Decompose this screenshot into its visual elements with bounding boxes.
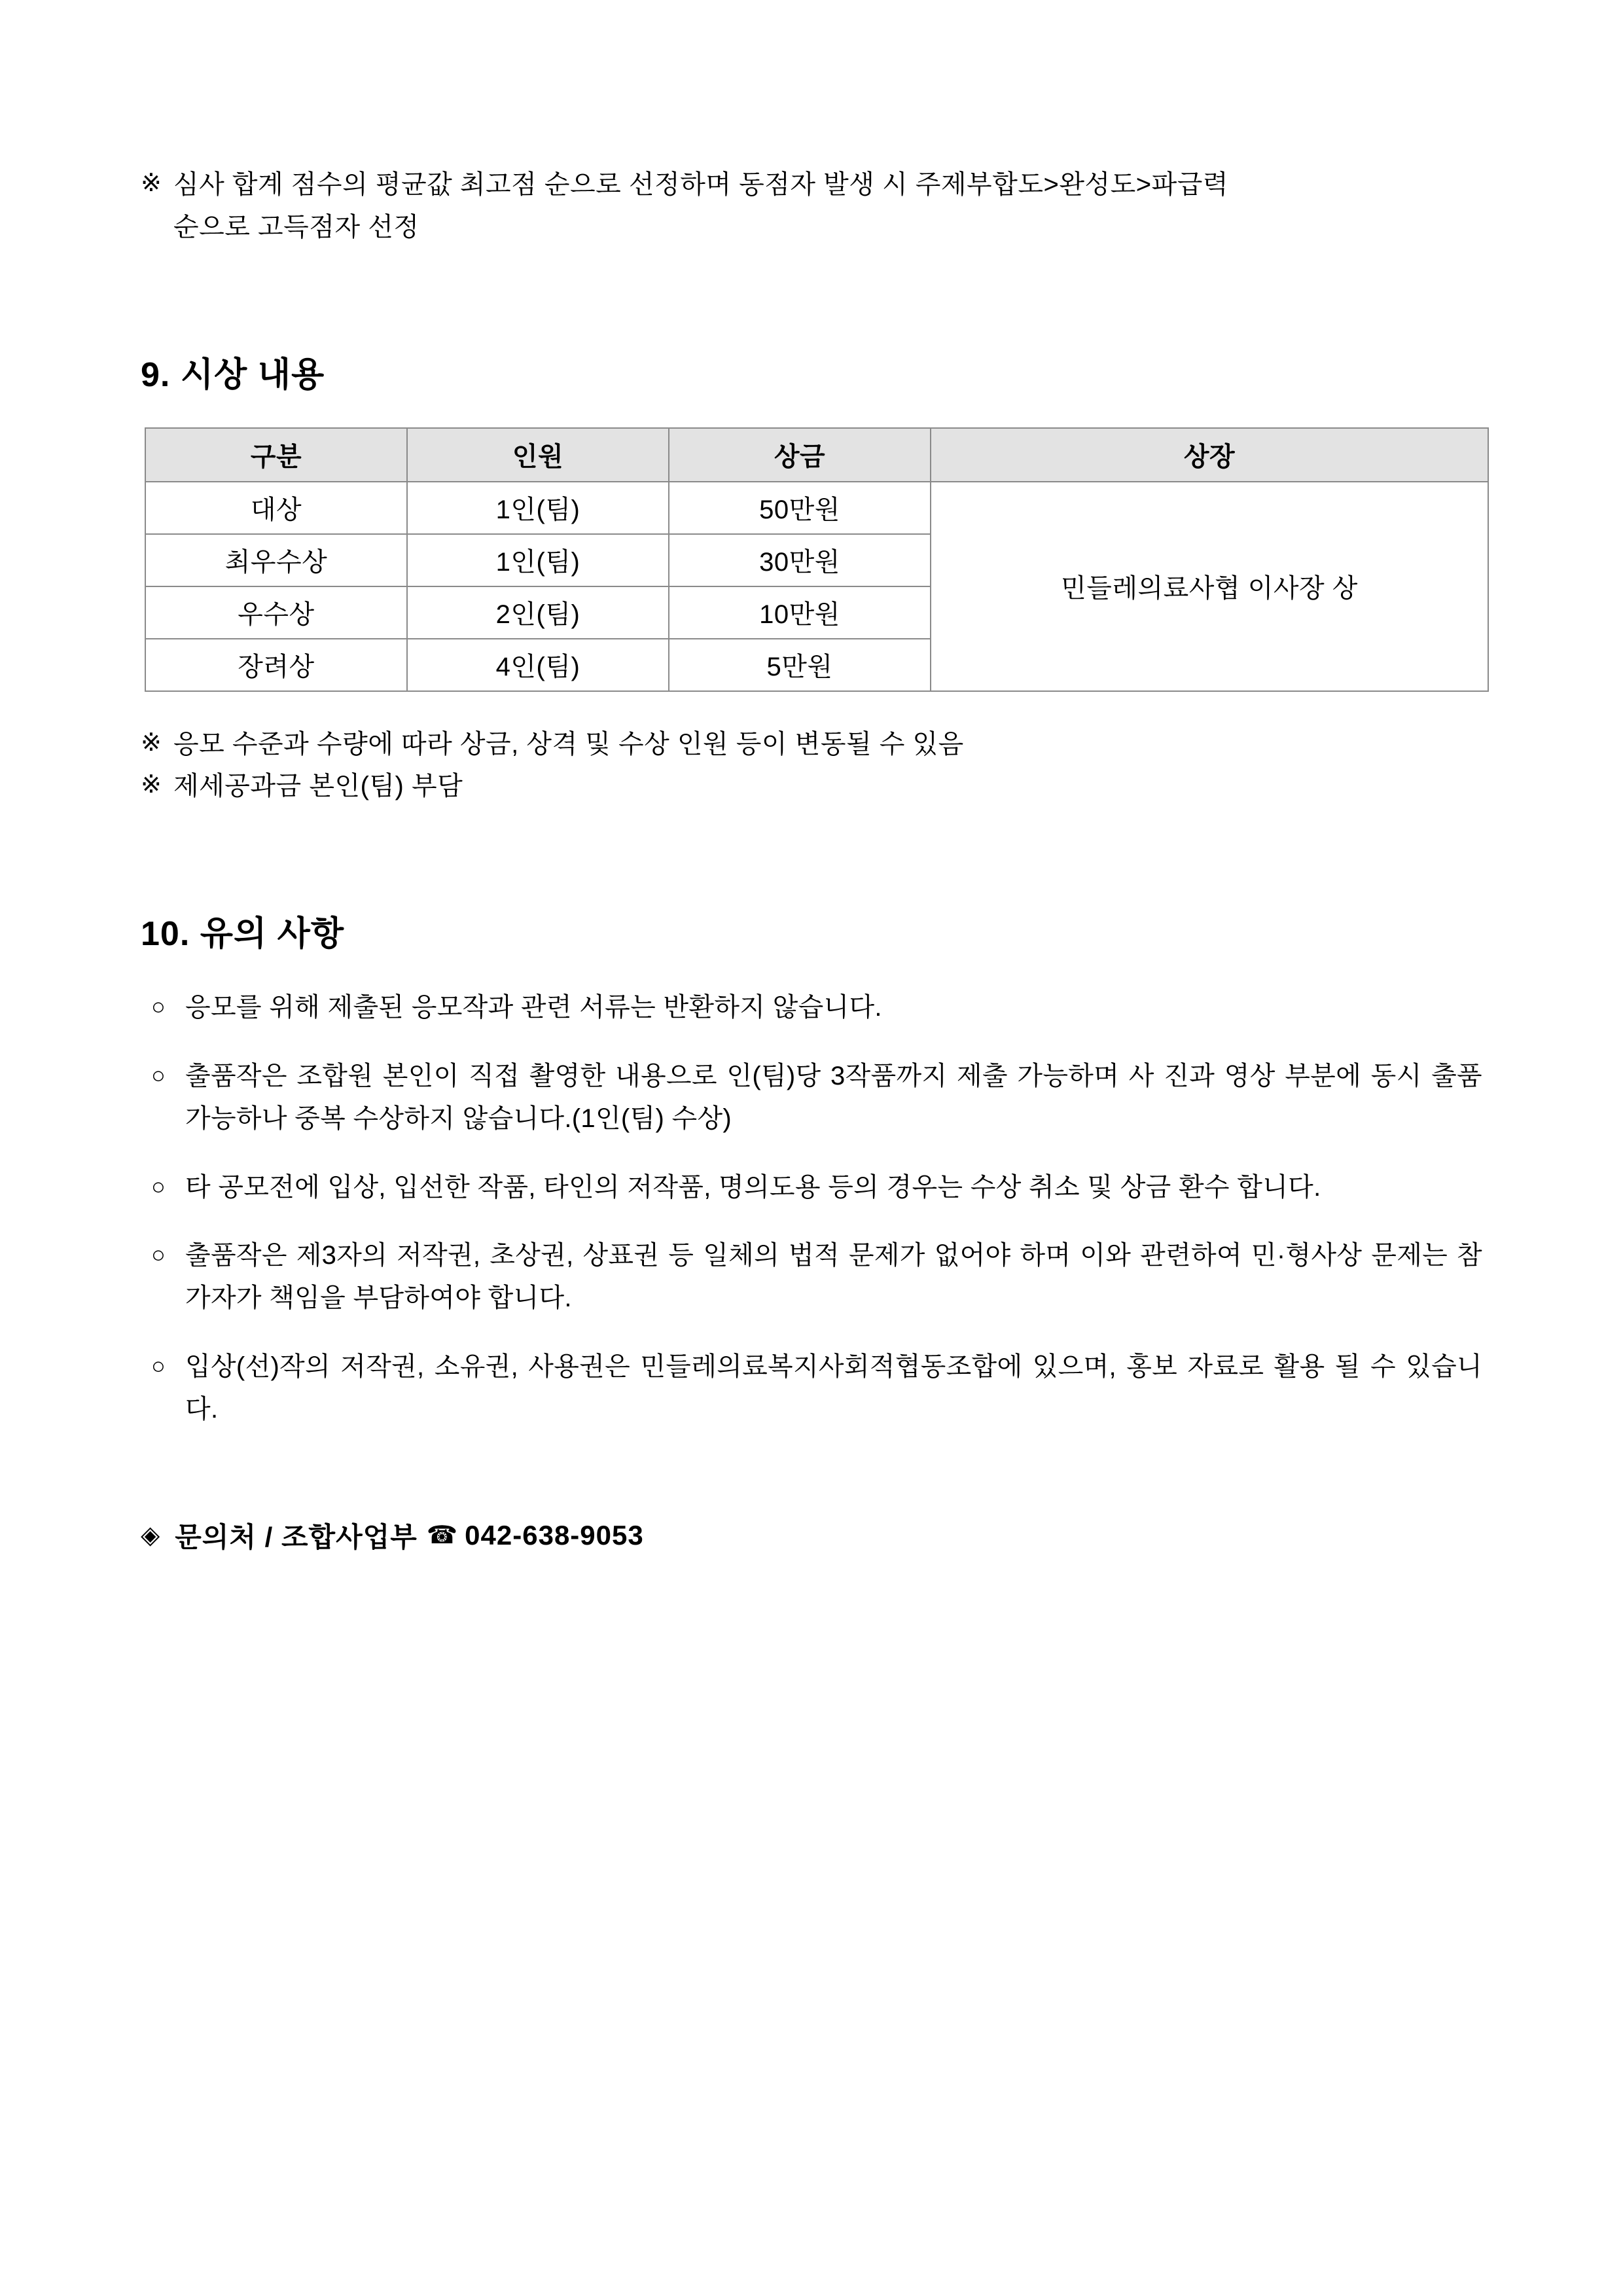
list-item-line-2: 자료로 활용 될 수 있습니다. [185, 1352, 1483, 1424]
table-header-category: 구분 [145, 428, 407, 482]
list-item-line-1: 입상(선)작의 저작권, 소유권, 사용권은 민들레의료복지사회적협동조합에 있으며, 홍보 [185, 1352, 1178, 1381]
cell-category: 대상 [145, 482, 407, 534]
table-header-certificate: 상장 [931, 428, 1488, 482]
contact-line [141, 1516, 1482, 1555]
prize-note-2-text: 제세공과금 본인(팀) 부담 [173, 772, 463, 801]
circle-bullet-icon: ○ [151, 1061, 166, 1088]
reference-mark-icon: ※ [141, 771, 162, 799]
cell-category: 장려상 [145, 639, 407, 691]
circle-bullet-icon: ○ [151, 1352, 166, 1379]
list-item-text [185, 1234, 1482, 1319]
list-item-text [185, 1166, 1482, 1209]
list-item [147, 1166, 1482, 1209]
table-row [145, 482, 1488, 534]
diamond-bullet-icon: ◈ [141, 1522, 161, 1550]
reference-mark-icon: ※ [141, 170, 162, 197]
table-header-prize: 상금 [669, 428, 931, 482]
list-item-line-1: 응모를 위해 제출된 응모작과 관련 서류는 반환하지 않습니다. [185, 993, 882, 1022]
scoring-note [141, 164, 1482, 249]
prize-note-1-text: 응모 수준과 수량에 따라 상금, 상격 및 수상 인원 등이 변동될 수 있음 [173, 729, 964, 759]
list-item-text [185, 1055, 1482, 1140]
section-9-title: 9. 시상 내용 [141, 355, 325, 394]
list-item-line-1: 타 공모전에 입상, 입선한 작품, 타인의 저작품, 명의도용 등의 경우는 수상 취소 및 상금 환수 [185, 1172, 1230, 1202]
phone-icon: ☎ [426, 1522, 459, 1550]
section-10-title: 10. 유의 사항 [141, 915, 345, 954]
cell-certificate: 민들레의료사협 이사장 상 [931, 482, 1488, 691]
list-item [147, 1346, 1482, 1431]
cell-count: 4인(팀) [407, 639, 669, 691]
list-item-line-1: 출품작은 조합원 본인이 직접 촬영한 내용으로 인(팀)당 3작품까지 제출 가능하며 사 [185, 1061, 1154, 1090]
list-item-line-2: 진과 영상 부분에 동시 출품 가능하나 중복 수상하지 않습니다.(1인(팀) 수상) [185, 1061, 1482, 1133]
prize-note-1 [141, 723, 1482, 766]
prize-note-2 [141, 765, 1482, 808]
circle-bullet-icon: ○ [151, 993, 166, 1020]
list-item [147, 1055, 1482, 1140]
cell-category: 우수상 [145, 586, 407, 639]
list-item-line-2: 합니다. [1237, 1172, 1321, 1202]
cell-count: 2인(팀) [407, 586, 669, 639]
cell-prize: 50만원 [669, 482, 931, 534]
contact-label: 문의처 / 조합사업부 [175, 1521, 418, 1552]
list-item-text [185, 986, 1482, 1029]
table-header-count: 인원 [407, 428, 669, 482]
circle-bullet-icon: ○ [151, 1172, 166, 1200]
list-item [147, 986, 1482, 1029]
notice-list [141, 986, 1482, 1430]
cell-count: 1인(팀) [407, 482, 669, 534]
cell-prize: 10만원 [669, 586, 931, 639]
cell-prize: 5만원 [669, 639, 931, 691]
scoring-note-text [173, 164, 1482, 249]
list-item-line-2: 관련하여 민·형사상 문제는 참가자가 책임을 부담하여야 합니다. [185, 1241, 1482, 1313]
list-item-line-1: 출품작은 제3자의 저작권, 초상권, 상표권 등 일체의 법적 문제가 없어야 하며 이와 [185, 1241, 1132, 1270]
list-item-text [185, 1346, 1482, 1431]
contact-number: 042-638-9053 [465, 1519, 644, 1551]
circle-bullet-icon: ○ [151, 1241, 166, 1268]
cell-category: 최우수상 [145, 534, 407, 586]
scoring-note-line-1: 심사 합계 점수의 평균값 최고점 순으로 선정하며 동점자 발생 시 주제부합도>완성도>파급력 [173, 170, 1229, 199]
table-header-row [145, 428, 1488, 482]
reference-mark-icon: ※ [141, 728, 162, 757]
cell-prize: 30만원 [669, 534, 931, 586]
list-item [147, 1234, 1482, 1319]
scoring-note-line-2: 순으로 고득점자 선정 [173, 212, 419, 242]
cell-count: 1인(팀) [407, 534, 669, 586]
award-table [145, 427, 1489, 692]
